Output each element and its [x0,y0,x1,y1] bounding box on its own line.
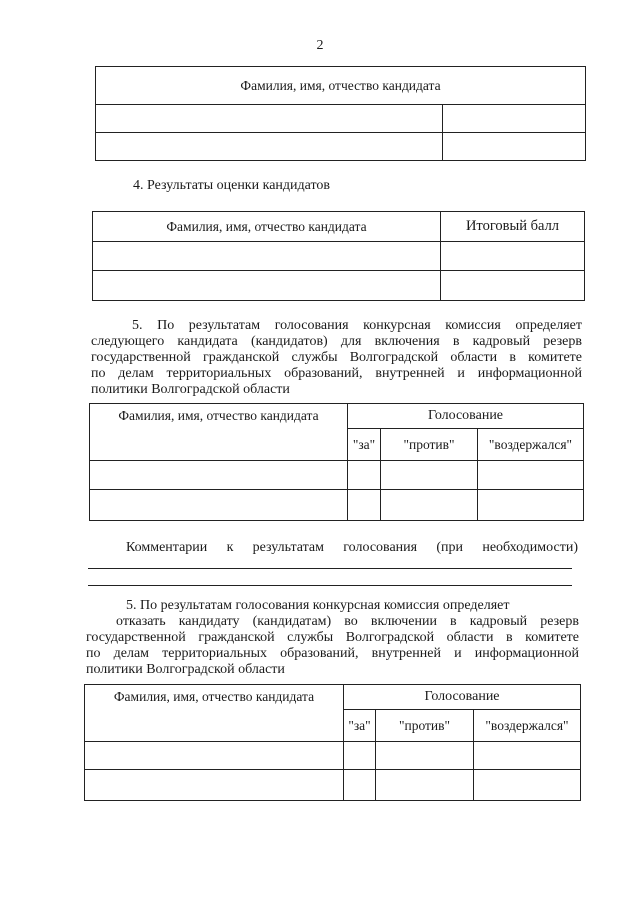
section-5-refusal-paragraph [86,598,579,678]
paragraph-line: 5. По результатам голосования конкурсная комиссия определяет [132,318,582,333]
column-header-abstained: "воздержался" [474,710,581,742]
table-cell[interactable] [381,490,478,521]
column-header-total-score: Итоговый балл [441,212,585,242]
column-header-full-name: Фамилия, имя, отчество кандидата [90,404,348,461]
table-cell[interactable] [376,770,474,801]
table-cell[interactable] [441,242,585,271]
table-cell[interactable] [96,133,443,161]
table-row [96,133,586,161]
column-header-full-name: Фамилия, имя, отчество кандидата [85,685,344,742]
table-cell[interactable] [96,105,443,133]
refusal-voting-table [84,684,581,801]
column-header-full-name: Фамилия, имя, отчество кандидата [93,212,441,242]
table-row [85,770,581,801]
paragraph-line: 5. По результатам голосования конкурсная комиссия определяет [126,598,510,613]
column-header-for: "за" [344,710,376,742]
page-number: 2 [316,38,324,53]
table-cell[interactable] [90,461,348,490]
table-row [85,742,581,770]
table-cell[interactable] [474,742,581,770]
table-cell[interactable] [348,490,381,521]
assessment-results-table [92,211,585,301]
section-4-heading: 4. Результаты оценки кандидатов [133,178,331,193]
table-cell[interactable] [376,742,474,770]
table-cell[interactable] [478,461,584,490]
paragraph-line: политики Волгоградской области [91,382,290,397]
table-cell[interactable] [85,742,344,770]
candidates-table [95,66,586,161]
paragraph-line: следующего кандидата (кандидатов) для включения в кадровый резерв [91,334,582,349]
column-header-full-name: Фамилия, имя, отчество кандидата [96,67,586,105]
paragraph-line: отказать кандидату (кандидатам) во включении в кадровый резерв [116,614,579,629]
column-header-abstained: "воздержался" [478,429,584,461]
column-header-voting: Голосование [348,404,584,429]
table-row [90,490,584,521]
column-header-voting: Голосование [344,685,581,710]
column-header-for: "за" [348,429,381,461]
table-row [93,271,585,301]
paragraph-line: по делам территориальных образований, внутренней и информационной [91,366,582,381]
comments-line[interactable] [88,568,572,569]
voting-comments-label: Комментарии к результатам голосования (при необходимости) [126,540,578,555]
table-cell[interactable] [344,742,376,770]
table-cell[interactable] [344,770,376,801]
table-row [90,461,584,490]
table-cell[interactable] [474,770,581,801]
paragraph-line: государственной гражданской службы Волгоградской области в комитете [86,630,579,645]
table-row [93,242,585,271]
table-cell[interactable] [93,242,441,271]
comments-line[interactable] [88,585,572,586]
section-5-inclusion-paragraph [91,318,582,398]
column-header-against: "против" [381,429,478,461]
table-cell[interactable] [441,271,585,301]
paragraph-line: государственной гражданской службы Волгоградской области в комитете [91,350,582,365]
paragraph-line: по делам территориальных образований, внутренней и информационной [86,646,579,661]
inclusion-voting-table [89,403,584,521]
paragraph-line: политики Волгоградской области [86,662,285,677]
table-row [96,105,586,133]
column-header-against: "против" [376,710,474,742]
table-cell[interactable] [93,271,441,301]
table-cell[interactable] [443,105,586,133]
table-cell[interactable] [443,133,586,161]
table-cell[interactable] [478,490,584,521]
table-cell[interactable] [348,461,381,490]
table-cell[interactable] [90,490,348,521]
table-cell[interactable] [381,461,478,490]
table-cell[interactable] [85,770,344,801]
